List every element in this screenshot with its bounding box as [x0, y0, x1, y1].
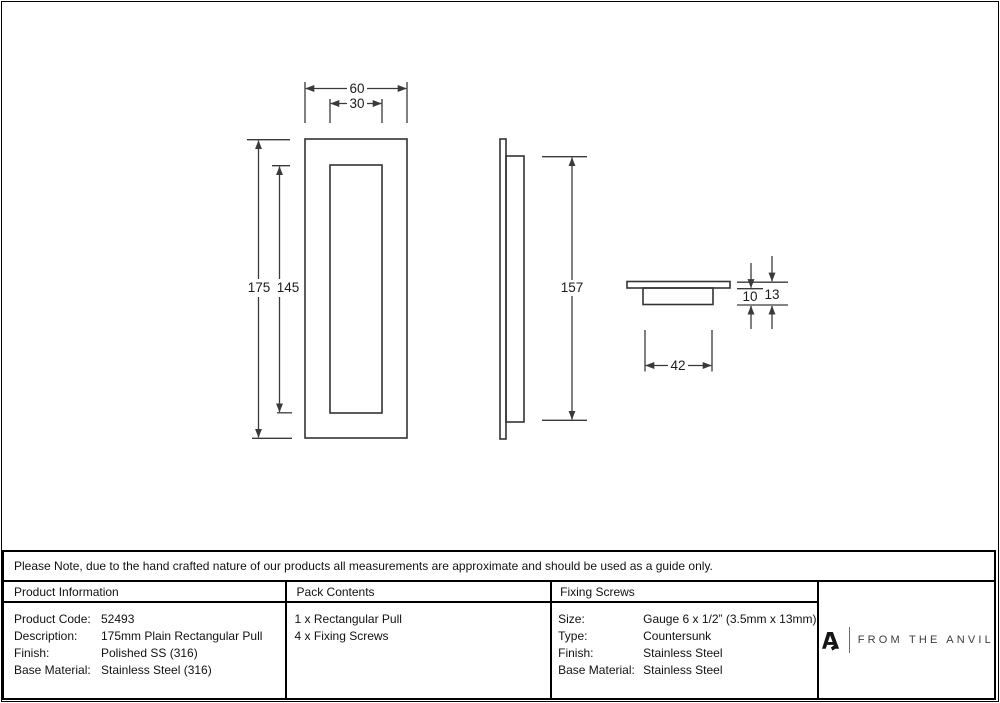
row-label: Finish: [14, 645, 50, 660]
brand-cell [819, 582, 994, 698]
pack-contents-header: Pack Contents [287, 582, 551, 603]
profile-flange [627, 282, 730, 289]
brand-name: FROM THE ANVIL [857, 634, 994, 646]
table-row [14, 627, 285, 644]
pack-item: 1 x Rectangular Pull [294, 611, 402, 626]
row-value: Stainless Steel [643, 662, 723, 677]
row-value: Gauge 6 x 1/2” (3.5mm x 13mm) [643, 611, 817, 626]
row-value: Stainless Steel [643, 645, 723, 660]
row-label: Description: [14, 628, 78, 643]
dim-front-width-outer: 60 [349, 81, 365, 96]
front-inner-recess [330, 165, 382, 413]
table-row [14, 644, 285, 661]
fixing-screws-header: Fixing Screws [552, 582, 817, 603]
note-row [4, 552, 994, 582]
dim-front-height-outer: 175 [247, 280, 271, 295]
row-label: Size: [558, 611, 585, 626]
row-label: Base Material: [14, 662, 91, 677]
row-label: Finish: [558, 645, 594, 660]
row-value: Countersunk [643, 628, 712, 643]
dim-profile-depth-inner: 10 [742, 289, 758, 304]
dim-front-height-inner: 145 [276, 280, 300, 295]
front-outer-plate [305, 139, 407, 438]
fixing-screws-column [552, 582, 819, 698]
row-value: 52493 [101, 611, 135, 626]
pack-item: 4 x Fixing Screws [294, 628, 389, 643]
dim-profile-depth-outer: 13 [764, 287, 780, 302]
table-row [558, 627, 817, 644]
row-value: Polished SS (316) [101, 645, 198, 660]
row-label: Type: [558, 628, 588, 643]
table-row [558, 610, 817, 627]
table-row [14, 661, 285, 678]
table-row [14, 610, 285, 627]
table-row [558, 661, 817, 678]
side-cup-body [506, 156, 524, 422]
brand-divider [849, 627, 850, 653]
front-view [305, 139, 407, 438]
spec-table [2, 550, 996, 700]
row-value: Stainless Steel (316) [101, 662, 212, 677]
row-label: Product Code: [14, 611, 91, 626]
side-view [500, 139, 524, 439]
product-information-column [4, 582, 287, 698]
pack-contents-column [287, 582, 553, 698]
note-text: Please Note, due to the hand crafted nature of our products all measurements are approximate and should be used as a guide only. [14, 559, 713, 573]
profile-dimensions [645, 256, 788, 372]
dim-front-width-inner: 30 [349, 96, 365, 111]
front-dimensions [247, 82, 407, 438]
dim-side-height: 157 [560, 280, 584, 295]
dim-profile-width: 42 [670, 358, 686, 373]
profile-view [627, 282, 730, 305]
product-information-header: Product Information [4, 582, 285, 603]
profile-cup [643, 288, 713, 305]
row-value: 175mm Plain Rectangular Pull [101, 628, 263, 643]
brand-logo [819, 627, 994, 653]
anvil-logo-icon [819, 629, 841, 652]
table-row [558, 644, 817, 661]
side-faceplate-edge [500, 139, 506, 439]
row-label: Base Material: [558, 662, 635, 677]
